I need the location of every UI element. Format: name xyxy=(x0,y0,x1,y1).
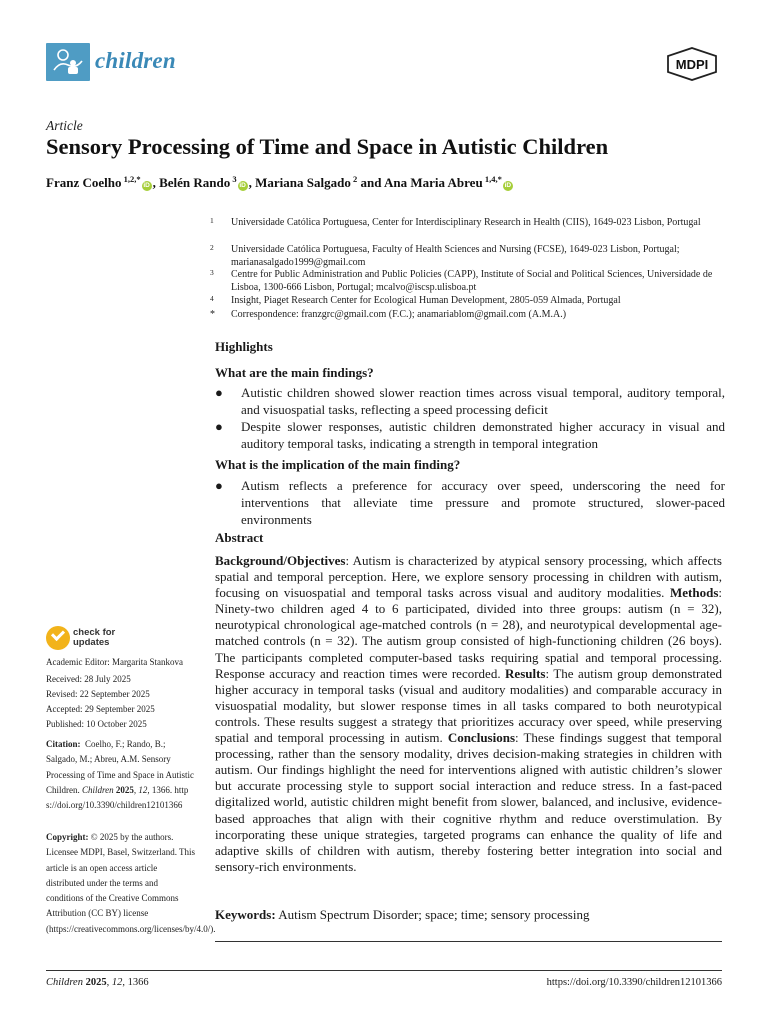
author-name: Ana Maria Abreu xyxy=(383,175,483,190)
author-separator: , xyxy=(152,175,160,190)
citation-text: Coelho, F.; Rando, B.; Salgado, M.; Abreu, A.M. Sensory Processing of Time and Space in Autistic Children. xyxy=(46,739,194,795)
keywords xyxy=(215,907,722,923)
highlights-question-2: What is the implication of the main finding? xyxy=(215,457,461,472)
highlight-text: Autism reflects a preference for accuracy over speed, underscoring the need for interventions that alleviate time pressure and promote structured, slower-paced environments xyxy=(241,478,725,527)
label-separator: : xyxy=(718,585,722,601)
abstract-section-text: Ninety-two children aged 4 to 6 participated, divided into three groups: autism (n = 32), neurotypical chronological age-matched controls (n = 28), and neurotypical developmental age-matched controls (n = 32). The autism group consisted of high-functioning children (26 boys). The participants completed computer-based tasks requiring spatial and temporal processing. Response accuracy and reaction times were recorded. xyxy=(215,601,722,681)
abstract-section-label: Results xyxy=(505,665,546,681)
affiliation-text: Insight, Piaget Research Center for Ecological Human Development, 2805-059 Almada, Portugal xyxy=(231,295,621,306)
label-separator: : xyxy=(515,730,524,746)
check-for-updates-badge[interactable] xyxy=(46,626,156,652)
author-name: Belén Rando xyxy=(159,175,231,190)
citation-year: 2025 xyxy=(113,784,134,795)
abstract-section-text: These findings suggest that temporal processing, rather than the sensory modality, drives decision-making strategies in children with autism. Our findings highlight the need for interventions aligned with autistic children’s slower but accurate processing style to support social interaction and reduce stress. In a fast-paced digitalized world, autistic children might benefit from slower, balanced, and inclusive, evidence-based approaches that align with their cognitive rhythm and reduce overstimulation. By incorporating these unique strategies, targeted programs can enhance the quality of life and adaptive skills of children with autism, thereby fostering better integration into social and sensory-rich environments. xyxy=(215,730,722,874)
copyright-text: © 2025 by the authors. Licensee MDPI, Basel, Switzerland. This article is an open access article distributed under the terms and conditions of the Creative Commons Attribution (CC BY) license (https://creativecommons.org/licenses/by/4.0/). xyxy=(46,832,216,934)
footer-doi-link[interactable]: https://doi.org/10.3390/children12101366 xyxy=(546,977,722,988)
affiliation-text: Universidade Católica Portuguesa, Center for Interdisciplinary Research in Health (CIIS), 1649-023 Lisbon, Portugal xyxy=(231,217,701,228)
abstract-section-label: Methods xyxy=(669,585,719,601)
divider xyxy=(215,941,722,942)
affiliation-number: 3 xyxy=(210,268,214,277)
affiliation-number: 4 xyxy=(210,294,214,303)
footer-volume: 12 xyxy=(111,977,123,988)
author-affiliation-marker: 1,2,* xyxy=(123,174,141,184)
orcid-icon[interactable]: iD xyxy=(239,182,246,189)
paper-title: Sensory Processing of Time and Space in Autistic Children xyxy=(46,134,609,159)
mdpi-logo xyxy=(664,46,720,82)
author-affiliation-marker: 3 xyxy=(232,174,237,184)
highlight-text: Despite slower responses, autistic children demonstrated higher accuracy in visual and auditory temporal tasks, indicating a strength in temporal integration xyxy=(241,419,725,451)
affiliation-text: Centre for Public Administration and Public Policies (CAPP), Institute of Social and Political Sciences, Universidade de Lisboa, 1300-666 Lisbon, Portugal; mcalvo@iscsp.ulisboa.pt xyxy=(231,269,713,293)
svg-text:MDPI: MDPI xyxy=(675,57,709,72)
abstract-section-label: Background/Objectives xyxy=(215,553,346,568)
citation-label: Citation: xyxy=(46,739,81,749)
footer-article-number: 1366 xyxy=(127,977,149,988)
affiliation-number: 2 xyxy=(210,243,214,252)
label-separator: : xyxy=(545,665,554,681)
abstract-body xyxy=(215,553,722,875)
copyright-label: Copyright: xyxy=(46,832,89,842)
abstract-section-label: Conclusions xyxy=(447,730,516,746)
highlights-question-1: What are the main findings? xyxy=(215,365,374,380)
abstract-heading: Abstract xyxy=(215,530,264,545)
bullet-icon: ● xyxy=(215,478,223,493)
footer-citation: Children 2025, 12, 1366 xyxy=(46,977,149,988)
highlight-text: Autistic children showed slower reaction times across visual temporal, auditory temporal, and visuospatial tasks, reflecting a speed processing deficit xyxy=(241,385,725,417)
bullet-icon: ● xyxy=(215,419,223,434)
check-updates-line: updates xyxy=(73,637,110,648)
affiliation-text: Correspondence: franzgrc@gmail.com (F.C.); anamariablom@gmail.com (A.M.A.) xyxy=(231,309,567,320)
revised-date: Revised: 22 September 2025 xyxy=(46,689,150,699)
keywords-text: Autism Spectrum Disorder; space; time; sensory processing xyxy=(278,907,590,922)
orcid-icon[interactable]: iD xyxy=(504,182,512,189)
affiliation-number: * xyxy=(210,309,215,320)
footer-divider xyxy=(46,970,722,971)
footer-journal: Children xyxy=(46,977,83,988)
check-icon xyxy=(46,626,70,650)
copyright xyxy=(46,830,216,937)
article-type: Article xyxy=(46,118,83,133)
citation-journal: Children xyxy=(82,784,114,795)
citation-volume: , 12, xyxy=(133,784,150,795)
bullet-icon: ● xyxy=(215,385,223,400)
abstract-section-text: The autism group demonstrated higher accuracy in temporal tasks (visual and auditory modalities) and comparable accuracy in visuospatial modality, but slower response times in all tasks compared to both neurotypical controls. These results suggest a strategy that prioritizes accuracy over speed, while preserving spatial and temporal processing in autism. xyxy=(215,665,722,746)
journal-name: children xyxy=(95,48,176,73)
academic-editor: Academic Editor: Margarita Stankova xyxy=(46,657,184,667)
label-separator: : xyxy=(345,553,353,568)
footer-year: 2025 xyxy=(85,977,107,988)
author-separator: and xyxy=(357,175,384,190)
author-list xyxy=(46,174,746,191)
author-affiliation-marker: 1,4,* xyxy=(484,174,502,184)
orcid-icon[interactable]: iD xyxy=(143,182,150,189)
received-date: Received: 28 July 2025 xyxy=(46,674,131,684)
author-name: Mariana Salgado xyxy=(255,175,351,190)
children-journal-logo-icon xyxy=(46,43,90,81)
abstract-section-text: Autism is characterized by atypical sensory processing, which affects spatial and temporal perception. Here, we explore sensory processing in children with autism, focusing on visuospatial and temporal tasks across visual and auditory modalities. xyxy=(215,553,722,601)
accepted-date: Accepted: 29 September 2025 xyxy=(46,704,155,714)
author-separator: , xyxy=(248,175,256,190)
author-name: Franz Coelho xyxy=(46,175,122,190)
keywords-label: Keywords: xyxy=(215,907,276,922)
highlights-heading: Highlights xyxy=(215,339,273,354)
published-date: Published: 10 October 2025 xyxy=(46,719,147,729)
check-updates-line: check for xyxy=(73,627,116,638)
citation xyxy=(46,737,196,813)
affiliation-number: 1 xyxy=(210,216,214,225)
citation-doi[interactable]: 1366. https://doi.org/10.3390/children12101366 xyxy=(46,784,189,811)
affiliation-text: Universidade Católica Portuguesa, Faculty of Health Sciences and Nursing (FCSE), 1649-023 Lisbon, Portugal; marianasalgado1999@gmail.com xyxy=(231,244,680,268)
author-affiliation-marker: 2 xyxy=(352,174,358,184)
